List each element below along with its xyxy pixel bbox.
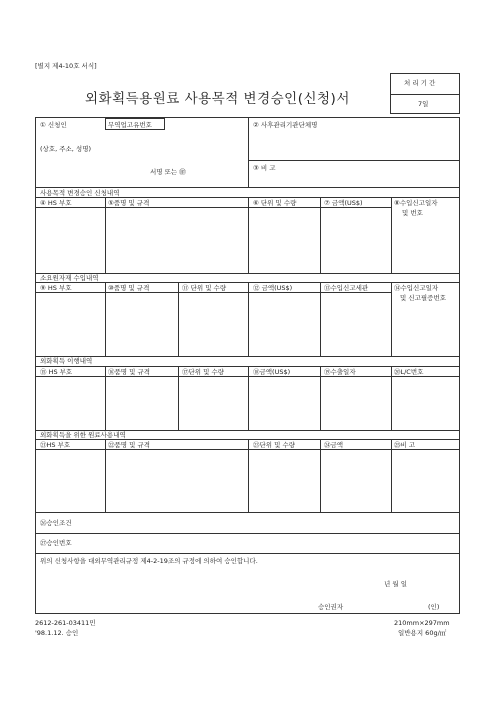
remarks-label: ③ 비 고: [253, 164, 276, 172]
divider: [35, 292, 391, 293]
divider: [248, 160, 460, 161]
processing-value: 7일: [418, 100, 429, 108]
footer-paper: 일반용지 60g/㎡: [398, 629, 447, 637]
agency-label: ② 사후관리기관단체명: [253, 121, 318, 129]
applicant-label: ① 신청인: [40, 121, 67, 129]
col-item-spec: ⑤품명 및 규격: [108, 199, 150, 207]
col-customs: ⑬수입신고세관: [324, 284, 369, 292]
date-line: 년 월 일: [384, 580, 407, 588]
divider: [35, 207, 391, 208]
footer-approved: '98.1.12. 승인: [35, 629, 79, 637]
form-title: 외화획득용원료 사용목적 변경승인(신청)서: [85, 91, 350, 107]
divider: [35, 356, 460, 357]
divider: [248, 282, 249, 356]
signature-label: 서명 또는 ㊞: [150, 168, 186, 176]
divider: [35, 553, 460, 554]
col-unit-qty: ⑥ 단위 및 수량: [253, 199, 297, 207]
divider: [248, 197, 249, 273]
divider: [35, 449, 460, 450]
col-amount: ⑱금액(US$): [253, 368, 291, 376]
divider: [248, 117, 249, 187]
col-item-spec: ⑩품명 및 규격: [108, 284, 150, 292]
processing-label: 처 리 기 간: [404, 79, 436, 87]
divider: [391, 282, 392, 356]
col-hs-code: ⑨ HS 부호: [40, 284, 72, 292]
col-amount: ⑦ 금액(US$): [324, 199, 363, 207]
divider: [35, 376, 460, 377]
seal-label: (인): [428, 603, 440, 611]
divider: [320, 197, 321, 273]
col-amount: ㉔금액: [324, 441, 344, 449]
col-declaration-no: 및 신고필증번호: [400, 294, 447, 302]
divider: [391, 197, 392, 273]
col-lc-number: ⑳L/C번호: [394, 368, 424, 376]
col-unit-qty: ⑪ 단위 및 수량: [182, 284, 227, 292]
col-import-date: ⑭수입신고일자: [394, 284, 439, 292]
divider: [178, 282, 179, 356]
col-remarks: ㉕비 고: [394, 441, 416, 449]
col-import-number: 및 번호: [402, 209, 423, 217]
section-fx-heading: 외화획득 이행내역: [40, 357, 93, 365]
name-info-label: (상호, 주소, 성명): [40, 145, 92, 153]
divider: [35, 187, 460, 188]
col-hs-code: ④ HS 부호: [40, 199, 72, 207]
section-import-heading: 소요원자재 수입내역: [40, 274, 99, 282]
form-number: [별지 제4-10호 서식]: [35, 62, 97, 70]
col-item-spec: ㉒품명 및 규격: [108, 441, 151, 449]
divider: [35, 533, 460, 534]
divider: [105, 197, 106, 273]
trade-code-label: 무역업고유번호: [108, 121, 152, 129]
col-hs-code: ㉑HS 부호: [40, 441, 71, 449]
section-raw-heading: 외화획득을 위한 원료사용내역: [40, 431, 126, 439]
divider: [320, 282, 321, 356]
divider: [35, 512, 460, 513]
approval-number-label: ㉗승인번호: [40, 539, 72, 547]
footer-size: 210mm×297mm: [394, 619, 450, 627]
col-unit-qty: ⑰단위 및 수량: [182, 368, 225, 376]
divider: [105, 282, 106, 356]
approver-label: 승인권자: [318, 603, 344, 611]
col-amount: ⑫ 금액(US$): [253, 284, 293, 292]
col-import-date: ⑧수입신고일자: [394, 199, 438, 207]
col-export-date: ⑲수출일자: [324, 368, 356, 376]
approval-statement: 위의 신청사항을 대외무역관리규정 제4-2-19조의 규정에 의하여 승인합니다.: [40, 557, 258, 565]
trade-code-field[interactable]: [105, 118, 165, 130]
footer-code: 2612-261-03411민: [35, 619, 96, 627]
section-approval-heading: 사용목적 변경승인 신청내역: [40, 189, 120, 197]
col-item-spec: ⑯품명 및 규격: [108, 368, 151, 376]
col-hs-code: ⑮ HS 부호: [40, 368, 73, 376]
col-unit-qty: ㉓단위 및 수량: [253, 441, 296, 449]
conditions-label: ㉖승인조건: [40, 519, 72, 527]
divider: [390, 94, 460, 95]
